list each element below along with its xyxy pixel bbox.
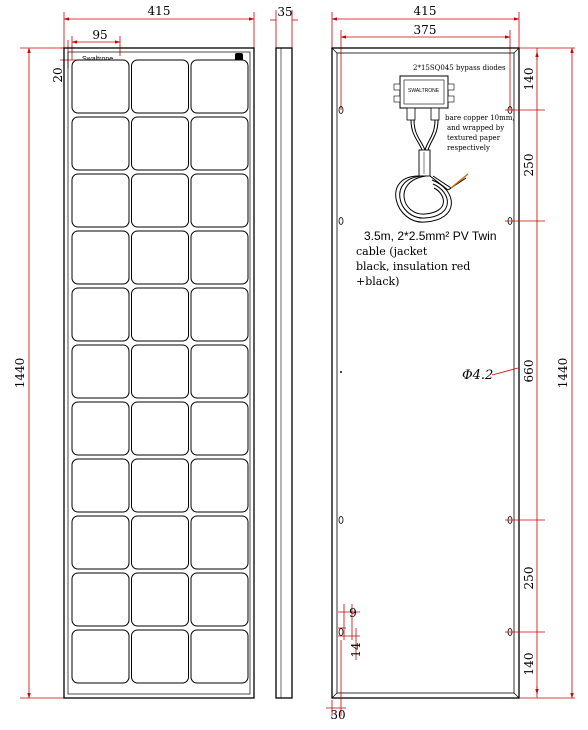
solar-cell-grid — [72, 60, 248, 683]
note-line-3: textured paper — [447, 134, 501, 142]
solar-cell — [72, 630, 129, 683]
solar-cell — [191, 402, 248, 455]
rear-height-label: 1440 — [556, 357, 570, 389]
solar-cell — [72, 117, 129, 170]
side-thickness-label: 35 — [277, 5, 293, 19]
cable-desc-line-2: cable (jacket — [356, 245, 428, 258]
solar-cell — [132, 174, 189, 227]
note-line-2: and wrapped by — [447, 124, 505, 132]
note-line-4: respectively — [447, 144, 490, 152]
solar-cell — [191, 345, 248, 398]
solar-cell — [72, 231, 129, 284]
segment-label-4: 250 — [522, 566, 536, 590]
side-panel-frame — [276, 48, 292, 698]
hole-diameter-label: Φ4.2 — [462, 368, 494, 383]
solar-cell — [72, 174, 129, 227]
hole-height-label: 14 — [349, 642, 363, 658]
solar-cell — [72, 60, 129, 113]
solar-cell — [191, 60, 248, 113]
solar-cell — [72, 573, 129, 626]
solar-cell — [191, 231, 248, 284]
edge-offset-label: 30 — [330, 708, 346, 722]
junction-box-title: 2*15SQ045 bypass diodes — [413, 64, 506, 72]
solar-cell — [132, 630, 189, 683]
cable-desc-line-4: +black) — [356, 275, 400, 288]
segment-label-5: 140 — [522, 652, 536, 676]
solar-cell — [191, 174, 248, 227]
solar-cell — [132, 402, 189, 455]
front-view — [13, 4, 254, 698]
segment-label-1: 140 — [522, 67, 536, 91]
margin-label: 20 — [51, 67, 65, 83]
cable-desc-line-3: black, insulation red — [356, 260, 471, 273]
solar-cell — [72, 345, 129, 398]
solar-cell — [72, 402, 129, 455]
solar-cell — [191, 516, 248, 569]
solar-cell — [132, 60, 189, 113]
solar-cell — [72, 516, 129, 569]
segment-label-3: 660 — [522, 359, 536, 383]
solar-cell — [132, 345, 189, 398]
solar-cell — [191, 573, 248, 626]
solar-cell — [191, 288, 248, 341]
note-line-1: bare copper 10mm, — [445, 114, 515, 122]
junction-box-label: SWALTRONE — [408, 88, 440, 94]
solar-cell — [191, 630, 248, 683]
solar-cell — [132, 516, 189, 569]
solar-cell — [132, 573, 189, 626]
segment-label-2: 250 — [522, 153, 536, 177]
hole-span-label: 375 — [413, 23, 437, 37]
front-width-label: 415 — [147, 4, 171, 18]
solar-cell — [132, 231, 189, 284]
solar-cell — [191, 459, 248, 512]
cell-pitch-label: 95 — [92, 28, 108, 42]
solar-cell — [191, 117, 248, 170]
solar-cell — [132, 288, 189, 341]
front-height-label: 1440 — [13, 357, 27, 389]
solar-cell — [72, 459, 129, 512]
rear-view — [326, 4, 575, 722]
junction-box — [394, 64, 515, 222]
rear-width-label: 415 — [413, 4, 437, 18]
hole-width-label: 9 — [349, 606, 357, 620]
cable-desc-line-1: 3.5m, 2*2.5mm² PV Twin — [364, 229, 497, 243]
solar-cell — [72, 288, 129, 341]
side-view — [270, 5, 298, 698]
solar-cell — [132, 459, 189, 512]
solar-cell — [132, 117, 189, 170]
